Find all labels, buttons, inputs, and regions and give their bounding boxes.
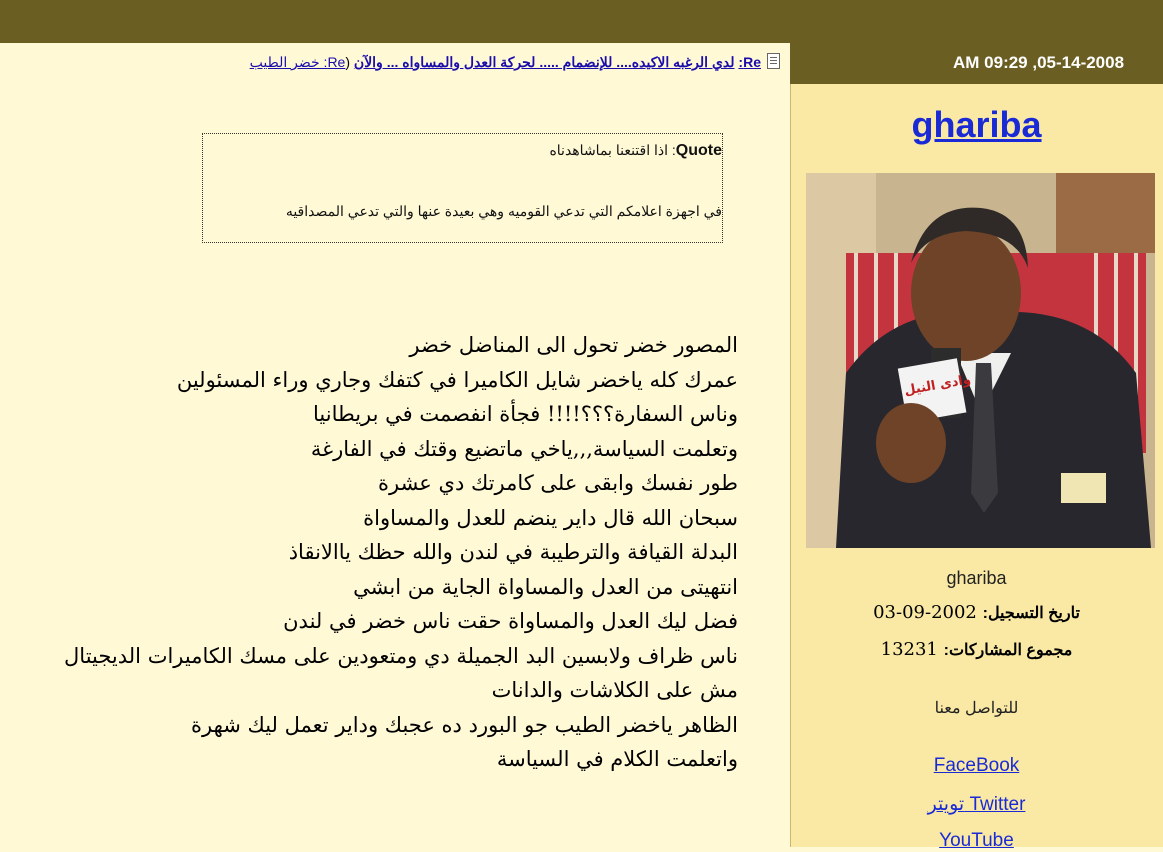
poem-line: ناس ظراف ولابسين البد الجميلة دي ومتعودين على مسك الكاميرات الديجيتال (64, 643, 738, 668)
quote-line-1: Quote: اذا اقتنعنا بماشاهدناه (549, 142, 722, 159)
post-count-label: مجموع المشاركات: (943, 642, 1073, 659)
avatar-photo (806, 173, 1155, 548)
twitter-row (790, 793, 1163, 816)
poem-line: البدلة القيافة والترطيبة في لندن والله حظك ياالانقاذ (288, 540, 738, 564)
quote-label: Quote (675, 142, 722, 159)
facebook-link[interactable]: FaceBook (933, 755, 1020, 776)
registration-label: تاريخ التسجيل: (982, 605, 1080, 622)
poem-line: انتهيتى من العدل والمساواة الجاية من ابشي (353, 574, 738, 599)
poem-line: وناس السفارة؟؟؟!!!! فجأة انفصمت في بريطانيا (312, 402, 738, 426)
reply-to-link[interactable]: Re: خضر الطيب (249, 54, 346, 70)
post-date-bar (790, 43, 1163, 84)
post-count-value: 13231 (880, 639, 938, 660)
user-avatar (806, 173, 1155, 548)
registration-value: 2002-09-03 (873, 602, 977, 623)
poem-line: سبحان الله قال داير ينضم للعدل والمساواة (363, 505, 738, 530)
poem-line: وتعلمت السياسة,,,ياخي ماتضيع وقتك في الفارغة (310, 436, 738, 461)
poem-line: عمرك كله ياخضر شايل الكاميرا في كتفك وجاري وراء المسئولين (176, 367, 738, 392)
poem-line: المصور خضر تحول الى المناضل خضر (409, 333, 738, 357)
twitter-link[interactable]: تويتر Twitter (927, 794, 1026, 815)
youtube-link[interactable]: YouTube (939, 830, 1014, 851)
contact-us: للتواصل معنا (934, 700, 1019, 717)
poem-line: طور نفسك وابقى على كامرتك دي عشرة (377, 471, 738, 495)
poem-line: مش على الكلاشات والدانات (491, 678, 738, 702)
facebook-row (790, 755, 1163, 777)
registration-date (790, 602, 1163, 623)
username-link[interactable]: ghariba (911, 104, 1042, 145)
quote-line-2: في اجهزة اعلامكم التي تدعي القوميه وهي بعيدة عنها والتي تدعي المصداقيه (285, 203, 722, 219)
document-icon (767, 53, 780, 69)
post-title-link[interactable]: لدي الرغبه الاكيده.... للإنضمام ..... لحركة العدل والمساواه ... والآن (353, 54, 735, 70)
quote-box (202, 133, 723, 243)
mic-logo-text: وادى النيل (903, 372, 972, 399)
top-banner (0, 0, 1163, 43)
poem-line: واتعلمت الكلام في السياسة (496, 747, 738, 771)
poem-line: فضل ليك العدل والمساواة حقت ناس خضر في لندن (283, 609, 738, 633)
post-title-line (20, 53, 780, 71)
post-count (790, 639, 1163, 660)
post-body (0, 43, 790, 847)
user-display-name: ghariba (946, 568, 1007, 588)
post-message (0, 328, 738, 777)
youtube-row (790, 830, 1163, 852)
post-title-prefix[interactable]: Re: (738, 54, 761, 70)
title-paren: ( (345, 54, 351, 70)
poem-line: الظاهر ياخضر الطيب جو البورد ده عجبك وداير تعمل ليك شهرة (190, 712, 738, 737)
post-timestamp: AM 09:29 ,05-14-2008 (953, 53, 1125, 72)
username-heading (790, 104, 1163, 146)
